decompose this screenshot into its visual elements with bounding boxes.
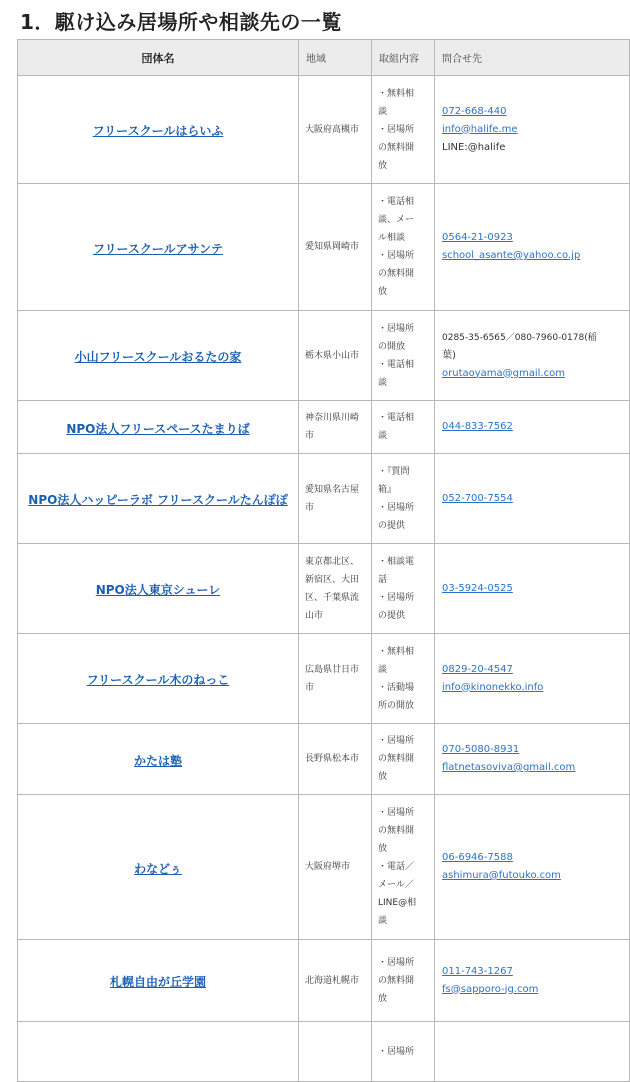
page-title: 1．駆け込み居場所や相談先の一覧 bbox=[20, 10, 342, 34]
contact-link[interactable]: info@kinonekko.info bbox=[442, 681, 544, 693]
activity-line: の無料開 bbox=[378, 754, 415, 764]
contact-link[interactable]: 072-668-440 bbox=[442, 105, 507, 117]
activity-line: ・居場所 bbox=[378, 251, 415, 261]
contact-link[interactable]: 03-5924-0525 bbox=[442, 582, 513, 594]
table-row bbox=[18, 724, 630, 795]
activities-cell bbox=[372, 634, 435, 724]
region-cell: 神奈川県川崎市 bbox=[299, 401, 372, 454]
activity-line: の無料開 bbox=[378, 269, 415, 279]
contact-cell bbox=[435, 1022, 630, 1082]
region-cell: 愛知県名古屋市 bbox=[299, 454, 372, 544]
region-cell: 長野県松本市 bbox=[299, 724, 372, 795]
organization-name-cell bbox=[18, 454, 299, 544]
activity-line: ・居場所 bbox=[378, 736, 415, 746]
region-cell: 北海道札幌市 bbox=[299, 940, 372, 1022]
contact-link[interactable]: orutaoyama@gmail.com bbox=[442, 367, 565, 379]
activity-line: 談、メー bbox=[378, 215, 415, 225]
contact-link[interactable]: 011-743-1267 bbox=[442, 965, 513, 977]
organization-link[interactable]: フリースクールアサンテ bbox=[92, 241, 224, 256]
organization-table bbox=[17, 39, 630, 1082]
table-row bbox=[18, 940, 630, 1022]
region-cell: 東京都北区、新宿区、大田区、千葉県流山市 bbox=[299, 544, 372, 634]
contact-link[interactable]: 044-833-7562 bbox=[442, 421, 513, 432]
table-row bbox=[18, 544, 630, 634]
header-region: 地域 bbox=[299, 40, 372, 76]
organization-link[interactable]: わなどぅ bbox=[134, 861, 182, 876]
organization-name-cell bbox=[18, 1022, 299, 1082]
activity-line: の無料開 bbox=[378, 826, 415, 836]
activity-line: ・相談電 bbox=[378, 556, 415, 567]
organization-name-cell bbox=[18, 795, 299, 940]
activity-line: 放 bbox=[378, 844, 388, 854]
organization-link[interactable]: NPO法人フリースペースたまりば bbox=[66, 421, 250, 436]
header-activities: 取組内容 bbox=[372, 40, 435, 76]
activities-cell bbox=[372, 544, 435, 634]
contact-link[interactable]: flatnetasoviva@gmail.com bbox=[442, 762, 576, 773]
activity-line: 放 bbox=[378, 772, 388, 782]
activity-line: ・居場所 bbox=[378, 1046, 415, 1057]
contact-link[interactable]: 06-6946-7588 bbox=[442, 852, 513, 863]
activity-line: の提供 bbox=[378, 520, 406, 531]
table-row bbox=[18, 1022, 630, 1082]
table-row bbox=[18, 184, 630, 311]
activities-cell bbox=[372, 401, 435, 454]
contact-link[interactable]: 070-5080-8931 bbox=[442, 744, 520, 755]
activity-line: ・活動場 bbox=[378, 682, 415, 693]
organization-name-cell bbox=[18, 940, 299, 1022]
activity-line: ル相談 bbox=[378, 233, 406, 243]
activities-cell bbox=[372, 311, 435, 401]
activity-line: メール／ bbox=[378, 880, 414, 890]
table-row bbox=[18, 795, 630, 940]
contact-cell bbox=[435, 184, 630, 311]
organization-name-cell bbox=[18, 184, 299, 311]
activity-line: ・無料相 bbox=[378, 646, 415, 657]
region-cell bbox=[299, 1022, 372, 1082]
activity-line: ・居場所 bbox=[378, 808, 415, 818]
activity-line: 談 bbox=[378, 664, 388, 675]
table-body bbox=[18, 76, 630, 1082]
region-cell: 栃木県小山市 bbox=[299, 311, 372, 401]
contact-link[interactable]: 052-700-7554 bbox=[442, 492, 513, 504]
table-row bbox=[18, 311, 630, 401]
organization-name-cell bbox=[18, 544, 299, 634]
organization-link[interactable]: かたは塾 bbox=[133, 753, 182, 768]
table-header bbox=[18, 40, 630, 76]
activity-line: 放 bbox=[378, 993, 388, 1004]
region-cell: 広島県廿日市市 bbox=[299, 634, 372, 724]
activity-line: ・居場所 bbox=[378, 124, 415, 135]
region-cell: 大阪府堺市 bbox=[299, 795, 372, 940]
organization-name-cell bbox=[18, 401, 299, 454]
activities-cell bbox=[372, 454, 435, 544]
table-row bbox=[18, 634, 630, 724]
activity-line: 箱』 bbox=[378, 484, 397, 495]
contact-cell bbox=[435, 454, 630, 544]
organization-link[interactable]: フリースクール木のねっこ bbox=[86, 673, 230, 687]
activity-line: 談 bbox=[378, 106, 388, 117]
activity-line: の開放 bbox=[378, 341, 406, 352]
activity-line: の無料開 bbox=[378, 142, 415, 153]
contact-cell bbox=[435, 634, 630, 724]
activity-line: LINE@相 bbox=[378, 898, 417, 908]
activities-cell bbox=[372, 795, 435, 940]
activity-line: 所の開放 bbox=[378, 700, 415, 711]
activities-cell bbox=[372, 724, 435, 795]
activity-line: ・電話相 bbox=[378, 413, 415, 423]
header-contact: 問合せ先 bbox=[435, 40, 630, 76]
organization-link[interactable]: NPO法人ハッピーラボ フリースクールたんぽぽ bbox=[28, 493, 288, 507]
organization-name-cell bbox=[18, 724, 299, 795]
contact-text: LINE:@halife bbox=[442, 141, 506, 153]
activity-line: の提供 bbox=[378, 610, 406, 621]
contact-link[interactable]: fs@sapporo-jg.com bbox=[442, 983, 539, 995]
contact-cell bbox=[435, 544, 630, 634]
activity-line: ・電話／ bbox=[378, 862, 415, 872]
contact-link[interactable]: ashimura@futouko.com bbox=[442, 870, 561, 881]
activity-line: ・『質問 bbox=[378, 466, 410, 477]
activities-cell bbox=[372, 1022, 435, 1082]
header-organization-name: 団体名 bbox=[18, 40, 299, 76]
contact-link[interactable]: 0564-21-0923 bbox=[442, 232, 513, 243]
activity-line: の無料開 bbox=[378, 975, 415, 986]
activity-line: 談 bbox=[378, 431, 388, 441]
contact-cell bbox=[435, 76, 630, 184]
activity-line: ・電話相 bbox=[378, 359, 415, 370]
activities-cell bbox=[372, 76, 435, 184]
organization-name-cell bbox=[18, 634, 299, 724]
activity-line: 放 bbox=[378, 160, 388, 171]
activity-line: ・居場所 bbox=[378, 502, 415, 513]
organization-name-cell bbox=[18, 76, 299, 184]
organization-link[interactable]: フリースクールはらいふ bbox=[92, 124, 224, 138]
organization-link[interactable]: NPO法人東京シューレ bbox=[95, 583, 221, 597]
activity-line: ・居場所 bbox=[378, 592, 415, 603]
activities-cell bbox=[372, 940, 435, 1022]
activity-line: ・居場所 bbox=[378, 323, 415, 334]
activity-line: 談 bbox=[378, 916, 388, 926]
contact-link[interactable]: school_asante@yahoo.co.jp bbox=[442, 250, 581, 261]
table-row bbox=[18, 454, 630, 544]
organization-link[interactable]: 札幌自由が丘学園 bbox=[109, 975, 206, 989]
contact-cell bbox=[435, 311, 630, 401]
activity-line: 談 bbox=[378, 377, 388, 388]
activity-line: ・居場所 bbox=[378, 957, 415, 968]
activity-line: ・電話相 bbox=[378, 197, 415, 207]
region-cell: 愛知県岡崎市 bbox=[299, 184, 372, 311]
organization-link[interactable]: 小山フリースクールおるたの家 bbox=[74, 350, 242, 364]
contact-cell bbox=[435, 401, 630, 454]
contact-cell bbox=[435, 724, 630, 795]
contact-link[interactable]: 0829-20-4547 bbox=[442, 663, 513, 675]
organization-name-cell bbox=[18, 311, 299, 401]
activity-line: 放 bbox=[378, 287, 388, 297]
contact-cell bbox=[435, 940, 630, 1022]
table-row bbox=[18, 401, 630, 454]
contact-text: 葉) bbox=[442, 349, 456, 361]
contact-cell bbox=[435, 795, 630, 940]
contact-text: 0285-35-6565／080-7960-0178(稲 bbox=[442, 332, 597, 343]
contact-link[interactable]: info@halife.me bbox=[442, 123, 518, 135]
activities-cell bbox=[372, 184, 435, 311]
activity-line: ・無料相 bbox=[378, 88, 415, 99]
region-cell: 大阪府高槻市 bbox=[299, 76, 372, 184]
table-row bbox=[18, 76, 630, 184]
activity-line: 話 bbox=[378, 574, 388, 585]
